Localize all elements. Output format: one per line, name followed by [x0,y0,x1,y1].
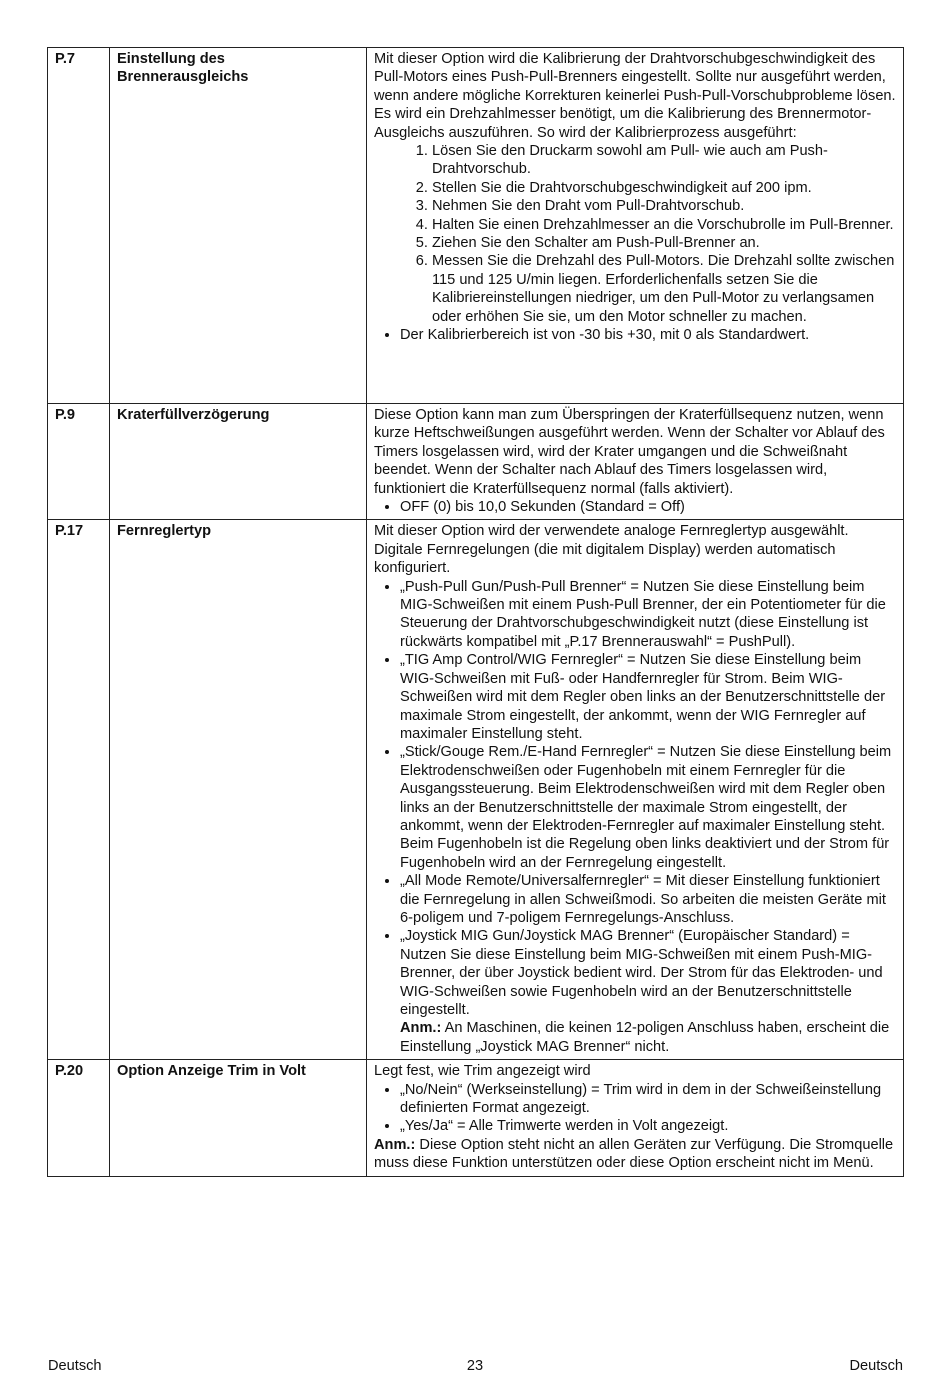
table-row [48,1060,904,1176]
bullet-list [374,326,896,344]
parameter-description [367,48,904,404]
list-item: • „Push-Pull Gun/Push-Pull Brenner“ = Nutzen Sie diese Einstellung beim MIG-Schweißen mit einem Push-Pull Brenner, der ein Potentiometer für die Steuerung der Drahtvorschubgeschwindigkeit nutzt (diese Einstellung ist rückwärts kompatibel mit „P.17 Brennerauswahl“ = PushPull). [400,578,896,652]
parameter-name: Option Anzeige Trim in Volt [110,1060,367,1176]
list-item: 6. Messen Sie die Drehzahl des Pull-Motors. Die Drehzahl sollte zwischen 115 und 125 U/min liegen. Erforderlichenfalls setzen Sie die Kalibriereinstellungen niedriger, um den Pull-Motor zu verlangsamen oder erhöhen Sie sie, um den Motor schneller zu machen. [432,252,896,326]
parameter-name: Kraterfüllverzögerung [110,404,367,520]
bullet-text: „Joystick MIG Gun/Joystick MAG Brenner“ (Europäischer Standard) = Nutzen Sie diese Einstellung beim MIG-Schweißen mit einem Push-MIG-Brenner, der über Joystick bedient wird. Der Strom für das Elektroden- und WIG-Schweißen sowie Fugenhobeln wird an der Benutzerschnittstelle eingestellt. [400,928,883,1018]
note-label: Anm.: [374,1136,416,1153]
list-item: • „Stick/Gouge Rem./E-Hand Fernregler“ = Nutzen Sie diese Einstellung beim Elektrodenschweißen oder Fugenhobeln mit einem Fernregler für die Ausgangssteuerung. Beim Elektrodenschweißen wird mit dem Regler oben links an der Benutzerschnittstelle der maximale Strom eingestellt, der ankommt, wenn der Elektroden-Fernregler auf maximaler Einstellung steht. Beim Fugenhobeln ist die Regelung oben links deaktiviert und der Strom für Fugenhobeln wird an der Fernregelung eingestellt. [400,743,896,872]
table-row [48,520,904,1060]
list-item: • „Yes/Ja“ = Alle Trimwerte werden in Volt angezeigt. [400,1117,896,1135]
parameter-code: P.17 [48,520,110,1060]
parameter-table [47,47,904,1177]
parameter-code: P.9 [48,404,110,520]
list-item: • „No/Nein“ (Werkseinstellung) = Trim wird in dem in der Schweißeinstellung definierten Format angezeigt. [400,1081,896,1118]
note [374,1136,896,1173]
table-row [48,404,904,520]
parameter-name: Einstellung des Brennerausgleichs [110,48,367,404]
description-intro: Mit dieser Option wird die Kalibrierung der Drahtvorschubgeschwindigkeit des Pull-Motors eines Push-Pull-Brenners eingestellt. Sollte nur ausgeführt werden, wenn andere mögliche Korrekturen keinerlei Push-Pull-Vorschubprobleme lösen. Es wird ein Drehzahlmesser benötigt, um die Kalibrierung des Brennermotor-Ausgleichs auszuführen. So wird der Kalibrierprozess ausgeführt: [374,51,896,141]
list-item: 5. Ziehen Sie den Schalter am Push-Pull-Brenner an. [432,234,896,252]
list-item: 1. Lösen Sie den Druckarm sowohl am Pull- wie auch am Push-Drahtvorschub. [432,142,896,179]
parameter-name: Fernreglertyp [110,520,367,1060]
page-number: 23 [466,1358,484,1374]
parameter-description [367,404,904,520]
list-item: 4. Halten Sie einen Drehzahlmesser an die Vorschubrolle im Pull-Brenner. [432,216,896,234]
parameter-description [367,520,904,1060]
list-item: • „All Mode Remote/Universalfernregler“ = Mit dieser Einstellung funktioniert die Fernregelung in allen Schweißmodi. So arbeiten die meisten Geräte mit 6-poligem und 7-poligem Fernregelungs-Anschluss. [400,872,896,927]
note-label: Anm.: [400,1020,442,1037]
bullet-list [374,498,896,516]
note-text: An Maschinen, die keinen 12-poligen Anschluss haben, erscheint die Einstellung „Joystick MAG Brenner“ nicht. [400,1020,890,1055]
list-item: • Der Kalibrierbereich ist von -30 bis +30, mit 0 als Standardwert. [400,326,896,344]
bullet-list [374,1081,896,1136]
footer-language-right: Deutsch [849,1358,903,1374]
description-intro: Diese Option kann man zum Überspringen der Kraterfüllsequenz nutzen, wenn kurze Heftschweißungen ausgeführt werden. Wenn der Schalter vor Ablauf des Timers losgelassen wird, wird der Krater umgangen und die Schweißnaht beendet. Wenn der Schalter nach Ablauf des Timers losgelassen wird, funktioniert die Kraterfüllsequenz normal (falls aktiviert). [374,407,885,497]
description-intro: Legt fest, wie Trim angezeigt wird [374,1063,591,1080]
table-row [48,48,904,404]
note-text: Diese Option steht nicht an allen Geräten zur Verfügung. Die Stromquelle muss diese Funktion unterstützen oder diese Option erscheint nicht im Menü. [374,1136,894,1172]
footer-language-left: Deutsch [48,1358,102,1374]
description-intro: Mit dieser Option wird der verwendete analoge Fernreglertyp ausgewählt. Digitale Fernregelungen (die mit digitalem Display) werden automatisch konfiguriert. [374,523,849,577]
list-item [400,927,896,1056]
bullet-list [374,578,896,1057]
list-item: • „TIG Amp Control/WIG Fernregler“ = Nutzen Sie diese Einstellung beim WIG-Schweißen mit Fuß- oder Handfernregler für Strom. Beim WIG-Schweißen wird mit dem Regler oben links an der Benutzerschnittstelle der maximale Strom eingestellt, der ankommt, wenn der WIG Fernregler auf maximaler Einstellung steht. [400,651,896,743]
parameter-description [367,1060,904,1176]
calibration-steps [374,142,896,326]
parameter-code: P.20 [48,1060,110,1176]
parameter-code: P.7 [48,48,110,404]
list-item: 2. Stellen Sie die Drahtvorschubgeschwindigkeit auf 200 ipm. [432,179,896,197]
list-item: 3. Nehmen Sie den Draht vom Pull-Drahtvorschub. [432,197,896,215]
list-item: • OFF (0) bis 10,0 Sekunden (Standard = Off) [400,498,896,516]
